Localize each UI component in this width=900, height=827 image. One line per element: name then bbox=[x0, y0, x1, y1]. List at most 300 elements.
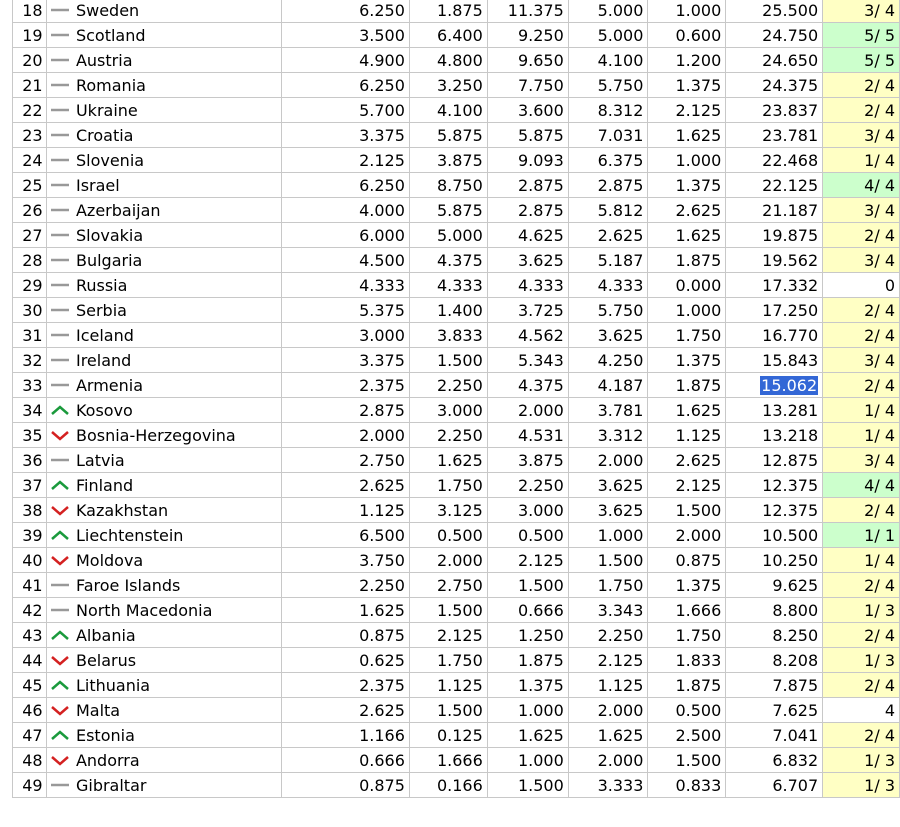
table-row[interactable] bbox=[13, 48, 900, 73]
season-score-5: 0.833 bbox=[648, 773, 726, 798]
season-score-2: 4.800 bbox=[409, 48, 487, 73]
season-score-4: 5.000 bbox=[568, 23, 648, 48]
season-score-1: 3.375 bbox=[281, 348, 409, 373]
total-score-text: 7.041 bbox=[772, 725, 819, 745]
country-cell: Romania bbox=[74, 73, 281, 98]
trend-unchanged-icon bbox=[46, 273, 74, 298]
rank-cell: 18 bbox=[13, 0, 47, 23]
table-row[interactable] bbox=[13, 248, 900, 273]
season-score-3: 2.875 bbox=[487, 173, 568, 198]
clubs-remaining-cell: 0 bbox=[823, 273, 900, 298]
total-score-cell bbox=[726, 498, 823, 523]
total-score-cell bbox=[726, 448, 823, 473]
clubs-remaining-cell: 1/ 1 bbox=[823, 523, 900, 548]
season-score-2: 2.250 bbox=[409, 373, 487, 398]
rank-cell: 32 bbox=[13, 348, 47, 373]
table-row[interactable] bbox=[13, 573, 900, 598]
trend-unchanged-icon bbox=[46, 73, 74, 98]
selected-text[interactable]: 15.062 bbox=[761, 375, 818, 395]
season-score-1: 4.000 bbox=[281, 198, 409, 223]
country-cell: Armenia bbox=[74, 373, 281, 398]
total-score-text: 10.250 bbox=[762, 550, 819, 570]
total-score-text: 8.250 bbox=[772, 625, 819, 645]
season-score-3: 2.125 bbox=[487, 548, 568, 573]
rank-cell: 49 bbox=[13, 773, 47, 798]
season-score-5: 2.125 bbox=[648, 473, 726, 498]
season-score-1: 1.625 bbox=[281, 598, 409, 623]
trend-unchanged-icon bbox=[46, 23, 74, 48]
total-score-cell bbox=[726, 423, 823, 448]
season-score-1: 3.500 bbox=[281, 23, 409, 48]
trend-unchanged-icon bbox=[46, 98, 74, 123]
clubs-remaining-cell: 2/ 4 bbox=[823, 673, 900, 698]
season-score-2: 1.625 bbox=[409, 448, 487, 473]
table-row[interactable] bbox=[13, 623, 900, 648]
clubs-remaining-cell: 2/ 4 bbox=[823, 298, 900, 323]
season-score-3: 5.875 bbox=[487, 123, 568, 148]
season-score-1: 3.000 bbox=[281, 323, 409, 348]
trend-unchanged-icon bbox=[46, 348, 74, 373]
total-score-text: 19.562 bbox=[762, 250, 819, 270]
season-score-4: 1.750 bbox=[568, 573, 648, 598]
season-score-3: 0.500 bbox=[487, 523, 568, 548]
season-score-1: 6.250 bbox=[281, 0, 409, 23]
season-score-2: 1.666 bbox=[409, 748, 487, 773]
trend-unchanged-icon bbox=[46, 573, 74, 598]
total-score-text: 6.707 bbox=[772, 775, 819, 795]
season-score-1: 4.500 bbox=[281, 248, 409, 273]
season-score-1: 0.875 bbox=[281, 623, 409, 648]
rank-cell: 47 bbox=[13, 723, 47, 748]
table-row[interactable] bbox=[13, 548, 900, 573]
table-row[interactable] bbox=[13, 698, 900, 723]
season-score-4: 2.625 bbox=[568, 223, 648, 248]
table-row[interactable] bbox=[13, 723, 900, 748]
rank-cell: 21 bbox=[13, 73, 47, 98]
rank-cell: 31 bbox=[13, 323, 47, 348]
trend-down-icon bbox=[46, 548, 74, 573]
rank-cell: 28 bbox=[13, 248, 47, 273]
total-score-cell bbox=[726, 123, 823, 148]
country-cell: Bosnia-Herzegovina bbox=[74, 423, 281, 448]
season-score-2: 0.166 bbox=[409, 773, 487, 798]
clubs-remaining-cell: 4/ 4 bbox=[823, 173, 900, 198]
season-score-3: 3.725 bbox=[487, 298, 568, 323]
country-cell: Estonia bbox=[74, 723, 281, 748]
rank-cell: 30 bbox=[13, 298, 47, 323]
trend-up-icon bbox=[46, 398, 74, 423]
total-score-text: 12.375 bbox=[762, 475, 819, 495]
country-cell: Liechtenstein bbox=[74, 523, 281, 548]
table-row[interactable] bbox=[13, 398, 900, 423]
table-row[interactable] bbox=[13, 273, 900, 298]
season-score-1: 0.666 bbox=[281, 748, 409, 773]
season-score-5: 0.500 bbox=[648, 698, 726, 723]
total-score-text: 8.800 bbox=[772, 600, 819, 620]
season-score-4: 4.100 bbox=[568, 48, 648, 73]
rank-cell: 37 bbox=[13, 473, 47, 498]
total-score-text: 12.875 bbox=[762, 450, 819, 470]
season-score-5: 1.000 bbox=[648, 148, 726, 173]
season-score-3: 1.625 bbox=[487, 723, 568, 748]
season-score-5: 1.666 bbox=[648, 598, 726, 623]
season-score-2: 4.333 bbox=[409, 273, 487, 298]
trend-up-icon bbox=[46, 473, 74, 498]
total-score-text: 24.375 bbox=[762, 75, 819, 95]
rank-cell: 40 bbox=[13, 548, 47, 573]
country-cell: Kosovo bbox=[74, 398, 281, 423]
season-score-5: 1.375 bbox=[648, 73, 726, 98]
clubs-remaining-cell: 3/ 4 bbox=[823, 348, 900, 373]
table-row[interactable] bbox=[13, 73, 900, 98]
season-score-2: 1.500 bbox=[409, 598, 487, 623]
clubs-remaining-cell: 1/ 3 bbox=[823, 598, 900, 623]
season-score-3: 9.250 bbox=[487, 23, 568, 48]
country-cell: Finland bbox=[74, 473, 281, 498]
season-score-2: 5.000 bbox=[409, 223, 487, 248]
season-score-5: 1.500 bbox=[648, 748, 726, 773]
rank-cell: 25 bbox=[13, 173, 47, 198]
total-score-cell bbox=[726, 623, 823, 648]
clubs-remaining-cell: 2/ 4 bbox=[823, 373, 900, 398]
season-score-1: 2.250 bbox=[281, 573, 409, 598]
total-score-cell bbox=[726, 598, 823, 623]
season-score-1: 5.700 bbox=[281, 98, 409, 123]
total-score-text: 7.625 bbox=[772, 700, 819, 720]
season-score-3: 3.625 bbox=[487, 248, 568, 273]
total-score-cell bbox=[726, 198, 823, 223]
season-score-3: 9.093 bbox=[487, 148, 568, 173]
clubs-remaining-cell: 2/ 4 bbox=[823, 223, 900, 248]
table-row[interactable] bbox=[13, 648, 900, 673]
season-score-1: 1.125 bbox=[281, 498, 409, 523]
season-score-5: 2.500 bbox=[648, 723, 726, 748]
season-score-5: 0.000 bbox=[648, 273, 726, 298]
total-score-text: 8.208 bbox=[772, 650, 819, 670]
season-score-2: 0.125 bbox=[409, 723, 487, 748]
total-score-cell bbox=[726, 548, 823, 573]
season-score-3: 4.625 bbox=[487, 223, 568, 248]
clubs-remaining-cell: 2/ 4 bbox=[823, 73, 900, 98]
season-score-4: 4.250 bbox=[568, 348, 648, 373]
total-score-text: 17.250 bbox=[762, 300, 819, 320]
total-score-text: 21.187 bbox=[762, 200, 819, 220]
table-row[interactable] bbox=[13, 673, 900, 698]
season-score-4: 2.000 bbox=[568, 698, 648, 723]
season-score-4: 3.781 bbox=[568, 398, 648, 423]
season-score-2: 3.875 bbox=[409, 148, 487, 173]
total-score-cell bbox=[726, 323, 823, 348]
season-score-5: 1.833 bbox=[648, 648, 726, 673]
country-cell: Andorra bbox=[74, 748, 281, 773]
country-cell: Lithuania bbox=[74, 673, 281, 698]
season-score-4: 8.312 bbox=[568, 98, 648, 123]
country-cell: Azerbaijan bbox=[74, 198, 281, 223]
total-score-cell bbox=[726, 73, 823, 98]
season-score-4: 2.250 bbox=[568, 623, 648, 648]
season-score-5: 1.375 bbox=[648, 573, 726, 598]
season-score-4: 5.000 bbox=[568, 0, 648, 23]
table-row[interactable] bbox=[13, 173, 900, 198]
season-score-5: 2.000 bbox=[648, 523, 726, 548]
country-cell: Moldova bbox=[74, 548, 281, 573]
rank-cell: 45 bbox=[13, 673, 47, 698]
country-cell: Israel bbox=[74, 173, 281, 198]
trend-unchanged-icon bbox=[46, 198, 74, 223]
season-score-3: 4.562 bbox=[487, 323, 568, 348]
season-score-4: 3.625 bbox=[568, 473, 648, 498]
total-score-text: 15.843 bbox=[762, 350, 819, 370]
clubs-remaining-cell: 2/ 4 bbox=[823, 98, 900, 123]
table-body bbox=[13, 0, 900, 798]
season-score-3: 3.000 bbox=[487, 498, 568, 523]
table-row[interactable] bbox=[13, 373, 900, 398]
trend-down-icon bbox=[46, 698, 74, 723]
total-score-cell bbox=[726, 398, 823, 423]
trend-unchanged-icon bbox=[46, 448, 74, 473]
season-score-1: 4.900 bbox=[281, 48, 409, 73]
season-score-3: 1.500 bbox=[487, 773, 568, 798]
season-score-2: 2.250 bbox=[409, 423, 487, 448]
season-score-4: 3.625 bbox=[568, 323, 648, 348]
clubs-remaining-cell: 1/ 3 bbox=[823, 648, 900, 673]
season-score-3: 2.875 bbox=[487, 198, 568, 223]
trend-unchanged-icon bbox=[46, 123, 74, 148]
clubs-remaining-cell: 3/ 4 bbox=[823, 0, 900, 23]
season-score-1: 2.000 bbox=[281, 423, 409, 448]
country-cell: Faroe Islands bbox=[74, 573, 281, 598]
season-score-1: 6.250 bbox=[281, 173, 409, 198]
season-score-5: 1.625 bbox=[648, 223, 726, 248]
season-score-3: 4.531 bbox=[487, 423, 568, 448]
total-score-cell bbox=[726, 273, 823, 298]
country-cell: Scotland bbox=[74, 23, 281, 48]
season-score-4: 2.125 bbox=[568, 648, 648, 673]
rank-cell: 39 bbox=[13, 523, 47, 548]
season-score-4: 1.625 bbox=[568, 723, 648, 748]
trend-unchanged-icon bbox=[46, 48, 74, 73]
total-score-text: 24.750 bbox=[762, 25, 819, 45]
season-score-3: 2.000 bbox=[487, 398, 568, 423]
season-score-1: 2.375 bbox=[281, 673, 409, 698]
season-score-5: 1.000 bbox=[648, 298, 726, 323]
season-score-1: 3.750 bbox=[281, 548, 409, 573]
total-score-text: 12.375 bbox=[762, 500, 819, 520]
total-score-cell bbox=[726, 698, 823, 723]
table-row[interactable] bbox=[13, 773, 900, 798]
trend-down-icon bbox=[46, 423, 74, 448]
season-score-4: 7.031 bbox=[568, 123, 648, 148]
country-cell: Austria bbox=[74, 48, 281, 73]
season-score-2: 2.750 bbox=[409, 573, 487, 598]
clubs-remaining-cell: 4/ 4 bbox=[823, 473, 900, 498]
rank-cell: 36 bbox=[13, 448, 47, 473]
season-score-1: 3.375 bbox=[281, 123, 409, 148]
clubs-remaining-cell: 1/ 4 bbox=[823, 423, 900, 448]
rank-cell: 29 bbox=[13, 273, 47, 298]
season-score-2: 1.500 bbox=[409, 698, 487, 723]
total-score-cell bbox=[726, 473, 823, 498]
total-score-cell bbox=[726, 348, 823, 373]
trend-unchanged-icon bbox=[46, 0, 74, 23]
trend-down-icon bbox=[46, 748, 74, 773]
season-score-5: 1.200 bbox=[648, 48, 726, 73]
clubs-remaining-cell: 2/ 4 bbox=[823, 323, 900, 348]
table-row[interactable] bbox=[13, 198, 900, 223]
season-score-3: 1.500 bbox=[487, 573, 568, 598]
clubs-remaining-cell: 3/ 4 bbox=[823, 448, 900, 473]
total-score-cell bbox=[726, 573, 823, 598]
season-score-1: 2.875 bbox=[281, 398, 409, 423]
season-score-2: 3.125 bbox=[409, 498, 487, 523]
season-score-2: 1.400 bbox=[409, 298, 487, 323]
clubs-remaining-cell: 1/ 4 bbox=[823, 148, 900, 173]
country-cell: Serbia bbox=[74, 298, 281, 323]
season-score-5: 1.625 bbox=[648, 123, 726, 148]
rank-cell: 43 bbox=[13, 623, 47, 648]
season-score-2: 3.000 bbox=[409, 398, 487, 423]
total-score-cell bbox=[726, 298, 823, 323]
season-score-1: 1.166 bbox=[281, 723, 409, 748]
rank-cell: 33 bbox=[13, 373, 47, 398]
season-score-5: 1.625 bbox=[648, 398, 726, 423]
rank-cell: 35 bbox=[13, 423, 47, 448]
country-cell: Gibraltar bbox=[74, 773, 281, 798]
table-row[interactable] bbox=[13, 298, 900, 323]
clubs-remaining-cell: 2/ 4 bbox=[823, 573, 900, 598]
total-score-text: 9.625 bbox=[772, 575, 819, 595]
season-score-4: 1.000 bbox=[568, 523, 648, 548]
season-score-5: 1.125 bbox=[648, 423, 726, 448]
country-cell: Latvia bbox=[74, 448, 281, 473]
trend-unchanged-icon bbox=[46, 223, 74, 248]
season-score-5: 2.125 bbox=[648, 98, 726, 123]
trend-unchanged-icon bbox=[46, 773, 74, 798]
season-score-5: 1.000 bbox=[648, 0, 726, 23]
season-score-2: 3.250 bbox=[409, 73, 487, 98]
country-cell: Ukraine bbox=[74, 98, 281, 123]
season-score-1: 5.375 bbox=[281, 298, 409, 323]
season-score-5: 1.875 bbox=[648, 373, 726, 398]
table-row[interactable] bbox=[13, 498, 900, 523]
total-score-cell bbox=[726, 173, 823, 198]
total-score-text: 16.770 bbox=[762, 325, 819, 345]
season-score-3: 1.000 bbox=[487, 698, 568, 723]
season-score-3: 2.250 bbox=[487, 473, 568, 498]
clubs-remaining-cell: 5/ 5 bbox=[823, 23, 900, 48]
season-score-2: 2.000 bbox=[409, 548, 487, 573]
season-score-4: 2.875 bbox=[568, 173, 648, 198]
country-cell: Croatia bbox=[74, 123, 281, 148]
trend-unchanged-icon bbox=[46, 323, 74, 348]
table-row[interactable] bbox=[13, 123, 900, 148]
table-row[interactable] bbox=[13, 423, 900, 448]
total-score-cell bbox=[726, 98, 823, 123]
season-score-2: 1.750 bbox=[409, 473, 487, 498]
season-score-2: 6.400 bbox=[409, 23, 487, 48]
country-cell: Iceland bbox=[74, 323, 281, 348]
clubs-remaining-cell: 3/ 4 bbox=[823, 248, 900, 273]
rank-cell: 48 bbox=[13, 748, 47, 773]
total-score-cell bbox=[726, 48, 823, 73]
total-score-cell bbox=[726, 723, 823, 748]
season-score-3: 1.000 bbox=[487, 748, 568, 773]
season-score-4: 1.500 bbox=[568, 548, 648, 573]
table-row[interactable] bbox=[13, 0, 900, 23]
season-score-5: 2.625 bbox=[648, 198, 726, 223]
trend-down-icon bbox=[46, 648, 74, 673]
table-row[interactable] bbox=[13, 23, 900, 48]
season-score-4: 5.812 bbox=[568, 198, 648, 223]
season-score-5: 1.875 bbox=[648, 673, 726, 698]
table-row[interactable] bbox=[13, 523, 900, 548]
total-score-text: 13.218 bbox=[762, 425, 819, 445]
season-score-3: 4.375 bbox=[487, 373, 568, 398]
season-score-5: 1.375 bbox=[648, 348, 726, 373]
trend-up-icon bbox=[46, 723, 74, 748]
season-score-4: 4.333 bbox=[568, 273, 648, 298]
country-cell: Slovakia bbox=[74, 223, 281, 248]
total-score-cell bbox=[726, 148, 823, 173]
season-score-5: 1.500 bbox=[648, 498, 726, 523]
season-score-1: 6.000 bbox=[281, 223, 409, 248]
total-score-text: 10.500 bbox=[762, 525, 819, 545]
season-score-3: 3.875 bbox=[487, 448, 568, 473]
total-score-cell bbox=[726, 23, 823, 48]
rank-cell: 27 bbox=[13, 223, 47, 248]
country-cell: Kazakhstan bbox=[74, 498, 281, 523]
trend-unchanged-icon bbox=[46, 298, 74, 323]
table-row[interactable] bbox=[13, 598, 900, 623]
total-score-text: 23.781 bbox=[762, 125, 819, 145]
trend-up-icon bbox=[46, 673, 74, 698]
total-score-text: 19.875 bbox=[762, 225, 819, 245]
total-score-text: 13.281 bbox=[762, 400, 819, 420]
season-score-3: 9.650 bbox=[487, 48, 568, 73]
clubs-remaining-cell: 2/ 4 bbox=[823, 723, 900, 748]
table-row[interactable] bbox=[13, 448, 900, 473]
table-row[interactable] bbox=[13, 148, 900, 173]
clubs-remaining-cell: 2/ 4 bbox=[823, 623, 900, 648]
season-score-4: 3.312 bbox=[568, 423, 648, 448]
table-row[interactable] bbox=[13, 748, 900, 773]
season-score-2: 1.750 bbox=[409, 648, 487, 673]
clubs-remaining-cell: 5/ 5 bbox=[823, 48, 900, 73]
season-score-2: 3.833 bbox=[409, 323, 487, 348]
season-score-2: 4.100 bbox=[409, 98, 487, 123]
trend-unchanged-icon bbox=[46, 373, 74, 398]
table-row[interactable] bbox=[13, 323, 900, 348]
clubs-remaining-cell: 3/ 4 bbox=[823, 198, 900, 223]
season-score-1: 0.625 bbox=[281, 648, 409, 673]
rank-cell: 24 bbox=[13, 148, 47, 173]
season-score-4: 5.750 bbox=[568, 73, 648, 98]
season-score-5: 2.625 bbox=[648, 448, 726, 473]
total-score-cell bbox=[726, 773, 823, 798]
table-row[interactable] bbox=[13, 98, 900, 123]
rank-cell: 22 bbox=[13, 98, 47, 123]
season-score-4: 3.333 bbox=[568, 773, 648, 798]
season-score-3: 1.375 bbox=[487, 673, 568, 698]
season-score-3: 0.666 bbox=[487, 598, 568, 623]
table-row[interactable] bbox=[13, 348, 900, 373]
total-score-text: 25.500 bbox=[762, 0, 819, 20]
table-row[interactable] bbox=[13, 223, 900, 248]
season-score-5: 1.375 bbox=[648, 173, 726, 198]
total-score-text: 6.832 bbox=[772, 750, 819, 770]
table-row[interactable] bbox=[13, 473, 900, 498]
season-score-2: 8.750 bbox=[409, 173, 487, 198]
